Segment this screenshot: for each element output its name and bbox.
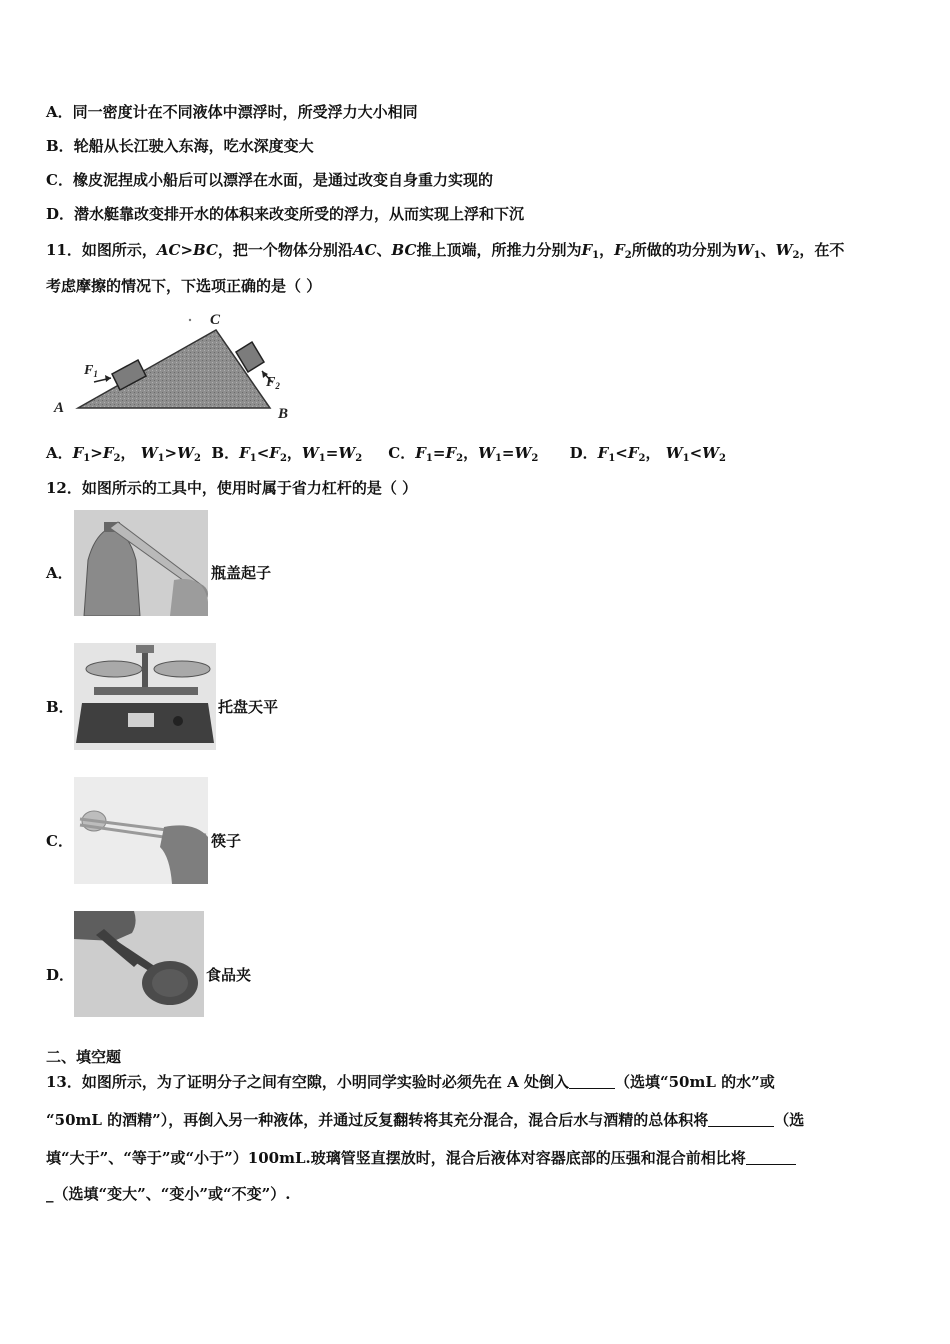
q11-answers xyxy=(46,443,726,469)
q12-option-d-letter: D． xyxy=(46,966,75,984)
q12-stem: 12．如图所示的工具中，使用时属于省力杠杆的是（ ） xyxy=(46,479,418,497)
q10-option-c: C．橡皮泥捏成小船后可以漂浮在水面，是通过改变自身重力实现的 xyxy=(46,171,493,189)
fig-label-f1: $F_1$ xyxy=(84,363,98,379)
q11-incline-figure xyxy=(50,308,300,420)
fig-label-a: A xyxy=(54,400,65,416)
q12-option-b-name: 托盘天平 xyxy=(218,698,279,716)
q13-blank-1[interactable] xyxy=(569,1074,615,1089)
q12-option-c-name: 筷子 xyxy=(211,832,242,850)
balance-scale-photo xyxy=(74,643,216,750)
q12-option-a-name: 瓶盖起子 xyxy=(211,564,272,582)
q12-option-c-letter: C． xyxy=(46,832,73,850)
food-tongs-photo xyxy=(74,911,204,1017)
bottle-opener-photo xyxy=(74,510,208,616)
q13-line4: _（选填“变大”、“变小”或“不变”）. xyxy=(46,1185,291,1203)
q11-answer-b: B．$F_1<F_2$，$W_1=W_2$ xyxy=(211,444,363,464)
q11-answer-c: C．$F_1=F_2$，$W_1=W_2$ xyxy=(388,444,539,464)
section-title: 二、填空题 xyxy=(46,1048,122,1066)
fig-label-b: B xyxy=(278,406,289,420)
fig-label-c: C xyxy=(210,312,221,328)
q10-option-a: A．同一密度计在不同液体中漂浮时，所受浮力大小相同 xyxy=(46,103,418,121)
q13-blank-3[interactable] xyxy=(746,1150,796,1165)
q13-line2: “50mL 的酒精”），再倒入另一种液体，并通过反复翻转将其充分混合，混合后水与酒精的总体积将 （选 xyxy=(46,1111,805,1129)
q10-option-b: B．轮船从长江驶入东海，吃水深度变大 xyxy=(46,137,314,155)
fig-label-f2: $F_2$ xyxy=(266,375,280,391)
q13-line3: 填“大于”、“等于”或“小于”）100mL.玻璃管竖直摆放时，混合后液体对容器底部的压强和混合前相比将 xyxy=(46,1148,796,1168)
incline-triangle xyxy=(78,330,270,408)
q11-stem-line2: 考虑摩擦的情况下，下选项正确的是（ ） xyxy=(46,277,322,295)
q12-option-b-letter: B． xyxy=(46,698,74,716)
q11-answer-a: A．$F_1>F_2$， $W_1>W_2$ xyxy=(46,444,201,464)
q12-option-d-name: 食品夹 xyxy=(206,966,252,984)
q13-line1: 13．如图所示，为了证明分子之间有空隙，小明同学实验时必须先在 A 处倒入 （选填“50mL 的水”或 xyxy=(46,1073,775,1091)
q11-answer-d: D．$F_1<F_2$， $W_1<W_2$ xyxy=(569,444,726,464)
q11-stem-line1: 11．如图所示，AC>BC，把一个物体分别沿AC、BC推上顶端，所推力分别为$F_1$，$F_2$所做的功分别为$W_1$、$W_2$，在不 xyxy=(46,241,845,261)
chopsticks-photo xyxy=(74,777,208,884)
q12-option-a-letter: A． xyxy=(46,564,73,582)
q13-blank-2[interactable] xyxy=(708,1112,774,1127)
q10-option-d: D．潜水艇靠改变排开水的体积来改变所受的浮力，从而实现上浮和下沉 xyxy=(46,205,525,223)
